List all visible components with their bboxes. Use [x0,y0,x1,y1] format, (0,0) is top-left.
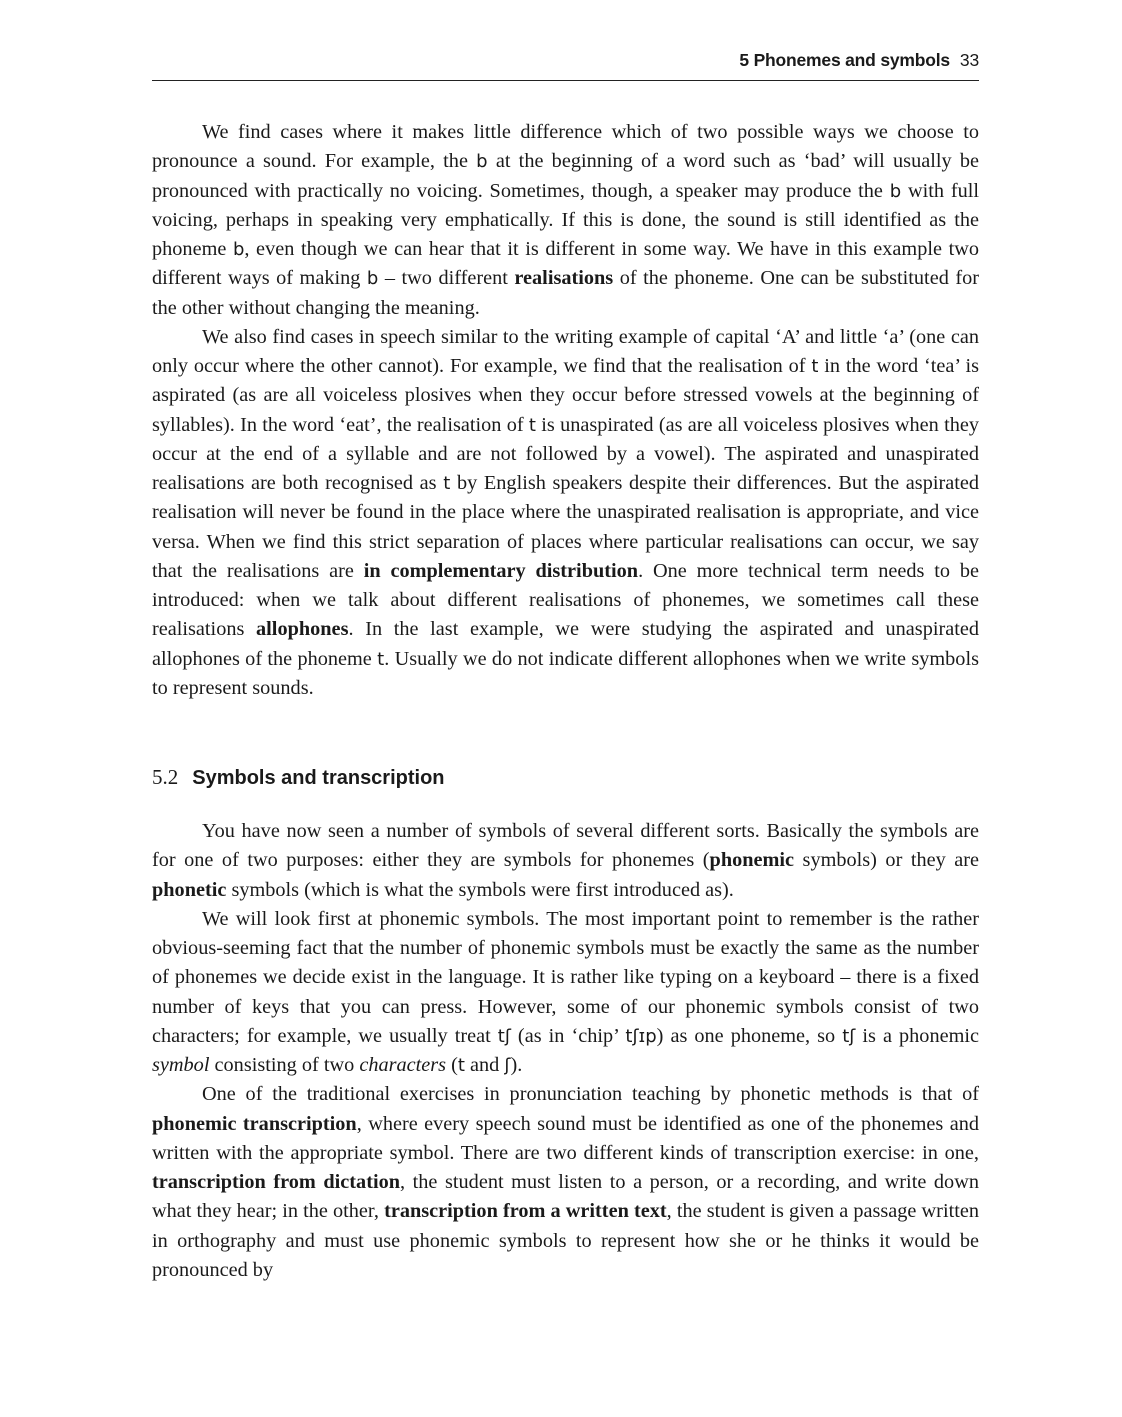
text-run: (as in ‘chip’ [510,1024,626,1047]
text-run: ) as one phoneme, so [656,1024,843,1047]
text-run: in the word ‘tea’ is aspirated (as are all voiceless plosives when they occur before stressed vowels at the beginning of syllables). In the word ‘eat’, the realisation of [152,355,979,436]
text-run: One of the traditional exercises in pronunciation teaching by phonetic methods is that of [202,1083,979,1106]
text-run: consisting of two [209,1054,360,1076]
header-right [739,50,979,71]
phonemic-symbol: t [443,473,451,494]
key-term: transcription from a written text [384,1200,667,1223]
key-term: phonetic [152,878,227,901]
key-term: transcription from dictation [152,1171,400,1193]
text-run: with full voicing, perhaps in speaking very emphatically. If this is done, the sound is still identified as the phoneme [152,179,979,260]
text-run: You have now seen a number of symbols of several different sorts. Basically the symbols are for one of two purposes: either they are symbols for phonemes ( [152,820,979,872]
body-text-top [152,118,979,703]
key-term: phonemic transcription [152,1112,357,1135]
text-run: ( [446,1054,458,1076]
text-run: – two different [378,267,515,290]
key-term: phonemic [709,849,795,872]
body-text-bottom [152,817,979,1285]
text-run: . One more technical term needs to be introduced: when we talk about different realisations of phonemes, we sometimes call these realisations [152,559,979,641]
chapter-title: 5 Phonemes and symbols [739,50,950,70]
text-run: ). [510,1054,523,1076]
text-run: We will look first at phonemic symbols. The most important point to remember is the rather obvious-seeming fact that the number of phonemic symbols must be exactly the same as the number of phonemes we decide exist in the language. It is rather like typing on a keyboard – there is a fixed number of keys that you can press. However, some of our phonemic symbols consist of two characters; for example, we usually treat [152,907,979,1047]
paragraph-1 [152,118,979,323]
phonemic-symbol: t [528,414,536,436]
paragraph-3 [152,817,979,905]
text-run: of the phoneme. One can be substituted for the other without changing the meaning. [152,267,979,319]
text-run: . In the last example, we were studying the aspirated and unaspirated allophones of the phoneme [152,618,979,670]
text-run: . Usually we do not indicate different allophones when we write symbols to represent sounds. [152,647,979,699]
section-number: 5.2 [152,765,179,789]
text-run: is unaspirated (as are all voiceless plosives when they occur at the end of a syllable and are not followed by a vowel). The aspirated and unaspirated realisations are both recognised as [152,413,979,494]
phonemic-symbol: b [366,268,379,290]
key-term: realisations [514,267,614,290]
text-run: , where every speech sound must be identified as one of the phonemes and written with the appropriate symbol. There are two different kinds of transcription exercise: in one, [152,1112,979,1164]
paragraph-5 [152,1080,979,1285]
phonemic-symbol: t [811,356,819,377]
phonemic-symbol: ʃ [504,1055,511,1076]
text-run: We find cases where it makes little difference which of two possible ways we choose to pronounce a sound. For example, the [152,121,979,173]
text-run: by English speakers despite their differences. But the aspirated realisation will never be found in the place where the unaspirated realisation is appropriate, and vice versa. When we find this strict separation of places where particular realisations can occur, we say that the realisations are [152,472,979,582]
emphasis: characters [359,1054,447,1076]
phonemic-symbol: b [476,151,488,173]
emphasis: symbol [152,1054,210,1076]
text-run: , even though we can hear that it is different in some way. We have in this example two different ways of making [152,238,979,290]
text-run: is a phonemic [855,1024,980,1047]
running-header [152,46,979,81]
text-run: at the beginning of a word such as ‘bad’ will usually be pronounced with practically no voicing. Sometimes, though, a speaker may produce the [152,150,979,202]
phonemic-symbol: t [377,648,385,670]
page-number: 33 [959,50,979,70]
paragraph-2 [152,323,979,703]
phonemic-symbol: t [457,1055,465,1076]
text-run: We also find cases in speech similar to the writing example of capital ‘A’ and little ‘a’ (one can only occur where the other cannot). For example, we find that the realisation of [152,325,979,377]
section-heading [152,765,979,790]
phonemic-symbol: tʃ [497,1025,511,1047]
phonemic-symbol: tʃ [842,1025,856,1047]
phonemic-symbol: b [889,180,902,202]
text-run: and [464,1054,505,1076]
text-run: , the student must listen to a person, or a recording, and write down what they hear; in the other, [152,1171,979,1223]
key-term: in complementary distribution [363,559,639,582]
phonemic-symbol: b [232,239,245,260]
paragraph-4 [152,905,979,1081]
text-run: symbols) or they are [794,849,979,872]
text-run: , the student is given a passage written in orthography and must use phonemic symbols to represent how she or he thinks it would be pronounced by [152,1200,979,1281]
section-title: Symbols and transcription [192,767,445,789]
text-run: symbols (which is what the symbols were first introduced as). [226,878,734,901]
phonemic-symbol: tʃɪp [625,1025,657,1047]
key-term: allophones [256,618,349,641]
